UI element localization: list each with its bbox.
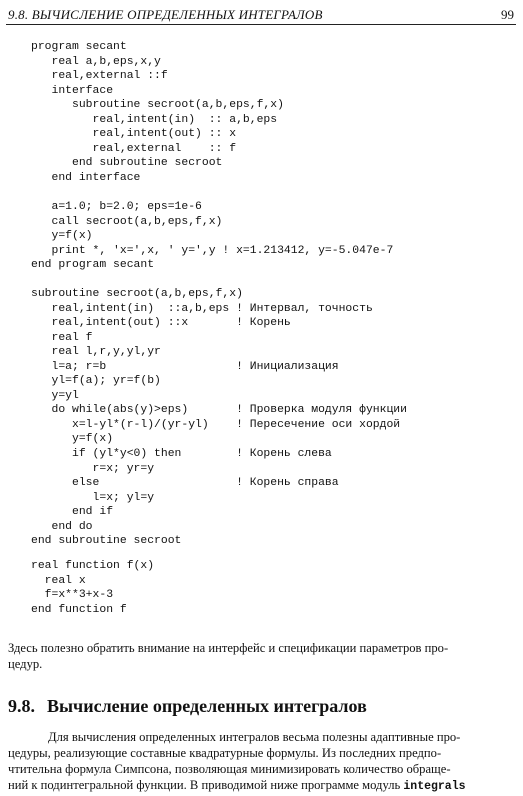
module-name-code: integrals (403, 780, 466, 793)
section-heading (8, 696, 367, 717)
intro-line (8, 777, 516, 795)
code-listing-program-secant: program secant real a,b,eps,x,y real,external ::f interface subroutine secroot(a,b,eps,f,x) real,intent(in) :: a,b,eps real,intent(out) :: x real,external :: f end subroutine secroot end interface a=1.0; b=2.0; eps=1e-6 call secroot(a,b,eps,f,x) y=f(x) print *, 'x=',x, ' y=',y ! x=1.213412, y=-5.047e-7 end program secant (31, 41, 394, 272)
remark-paragraph (8, 640, 516, 672)
intro-line: Для вычисления определенных интегралов весьма полезны адаптивные про- (48, 730, 461, 744)
section-number: 9.8. (8, 696, 35, 716)
remark-line: Здесь полезно обратить внимание на интерфейс и спецификации параметров про- (8, 641, 449, 655)
running-header (6, 6, 516, 25)
running-header-title: 9.8. ВЫЧИСЛЕНИЕ ОПРЕДЕЛЕННЫХ ИНТЕГРАЛОВ (8, 7, 323, 22)
section-title: Вычисление определенных интегралов (47, 696, 367, 716)
page-number: 99 (501, 7, 514, 22)
intro-line-text: ний к подинтегральной функции. В приводимой ниже программе модуль (8, 778, 404, 792)
intro-line: чтительна формула Симпсона, позволяющая минимизировать количество обраще- (8, 762, 451, 776)
remark-line: цедур. (8, 657, 43, 671)
code-listing-function-f: real function f(x) real x f=x**3+x-3 end function f (31, 560, 155, 616)
intro-line: цедуры, реализующие составные квадратурные формулы. Из последних предпо- (8, 746, 442, 760)
intro-paragraph (8, 729, 516, 795)
code-listing-subroutine-secroot: subroutine secroot(a,b,eps,f,x) real,intent(in) ::a,b,eps ! Интервал, точность real,intent(out) ::x ! Корень real f real l,r,y,yl,yr l=a; r=b ! Инициализация yl=f(a); yr=f(b) y=yl do while(abs(y)>eps) ! Проверка модуля функции x=l-yl*(r-l)/(yr-yl) ! Пересечение оси хордой y=f(x) if (yl*y<0) then ! Корень слева r=x; yr=y else ! Корень справа l=x; yl=y end if end do end subroutine secroot (31, 288, 407, 548)
